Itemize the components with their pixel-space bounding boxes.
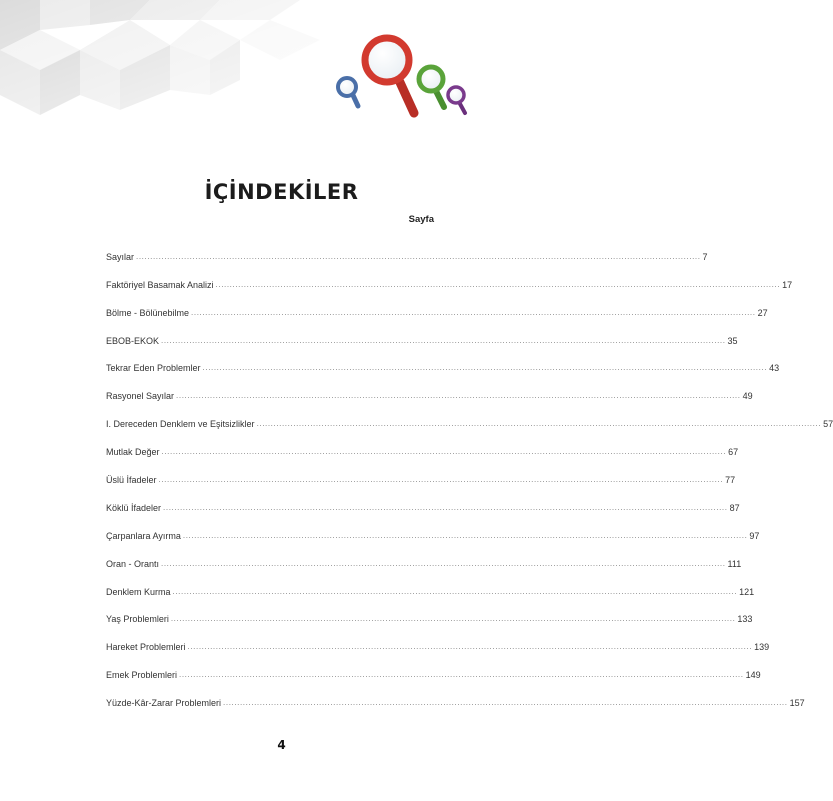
toc-entry-title: Hareket Problemleri [106,642,186,653]
toc-entry-title: Mutlak Değer [106,447,160,458]
toc-entry-title: Yüzde-Kâr-Zarar Problemleri [106,698,222,709]
toc-entry[interactable] [106,290,768,318]
toc-entry-title: Üslü İfadeler [106,475,157,486]
magnifier-purple-icon [448,87,465,113]
toc-entry-page: 27 [757,307,768,318]
toc-entry[interactable] [106,485,740,513]
toc-entry[interactable] [106,457,736,486]
magnifier-red-icon [365,38,414,113]
cube-pattern-decoration [0,0,330,120]
toc-entry[interactable] [106,541,742,569]
toc-entry-page: 157 [789,698,805,709]
toc-entry[interactable] [106,401,833,430]
toc-entry-page: 139 [754,642,770,653]
toc-entry-page: 87 [729,502,740,513]
toc-dot-leader: ........................................................................................................................................................................................................ [170,614,736,624]
toc-dot-leader: ........................................................................................................................................................................................................ [136,251,701,261]
toc-entry-page: 77 [725,475,736,486]
toc-entry-page: 67 [728,447,739,458]
toc-dot-leader: ........................................................................................................................................................................................................ [191,307,756,317]
toc-dot-leader: ........................................................................................................................................................................................................ [179,670,744,680]
toc-entry-page: 97 [749,530,760,541]
toc-dot-leader: ........................................................................................................................................................................................................ [161,558,726,568]
toc-dot-leader: ........................................................................................................................................................................................................ [172,586,738,596]
toc-entry-title: I. Dereceden Denklem ve Eşitsizlikler [106,419,255,430]
toc-entry-page: 149 [745,670,761,681]
toc-entry-title: Oran - Orantı [106,558,160,569]
toc-entry-title: EBOB-EKOK [106,335,160,346]
page-number: 4 [277,738,286,752]
magnifier-logo [328,30,478,125]
toc-dot-leader: ........................................................................................................................................................................................................ [158,475,724,485]
toc-entry[interactable] [106,318,738,346]
toc-entry-title: Rasyonel Sayılar [106,391,175,402]
toc-dot-leader: ........................................................................................................................................................................................................ [202,363,768,373]
toc-entry[interactable] [106,680,805,709]
toc-entry-page: 17 [782,279,793,290]
toc-entry[interactable] [106,346,780,374]
toc-entry-title: Bölme - Bölünebilme [106,307,190,318]
toc-entry[interactable] [106,624,770,653]
toc-entry-title: Faktöriyel Basamak Analizi [106,279,214,290]
toc-entry[interactable] [106,513,760,541]
toc-entry[interactable] [106,262,793,290]
toc-entry-title: Yaş Problemleri [106,614,169,625]
toc-entry-page: 7 [702,251,708,262]
toc-entry[interactable] [106,652,761,681]
magnifier-blue-icon [338,78,358,106]
toc-entry-page: 49 [742,391,753,402]
toc-entry-title: Denklem Kurma [106,586,171,597]
toc-dot-leader: ........................................................................................................................................................................................................ [182,530,748,540]
toc-entry-page: 43 [769,363,780,374]
page-title: İÇİNDEKİLER [204,180,359,204]
toc-entry-title: Tekrar Eden Problemler [106,363,201,374]
toc-dot-leader: ........................................................................................................................................................................................................ [187,642,753,652]
toc-entry-title: Sayılar [106,251,135,262]
toc-entry-title: Köklü İfadeler [106,502,162,513]
toc-entry[interactable] [106,597,753,625]
toc-entry[interactable] [106,373,753,402]
toc-entry-page: 111 [727,558,742,569]
toc-dot-leader: ........................................................................................................................................................................................................ [223,698,788,708]
toc-entry-title: Emek Problemleri [106,670,178,681]
toc-entry-page: 133 [737,614,753,625]
toc-dot-leader: ........................................................................................................................................................................................................ [161,335,726,345]
toc-dot-leader: ........................................................................................................................................................................................................ [215,279,781,289]
toc-dot-leader: ........................................................................................................................................................................................................ [163,502,728,512]
toc-entry-page: 35 [727,335,738,346]
toc-entry-page: 121 [739,586,755,597]
toc-dot-leader: ........................................................................................................................................................................................................ [161,447,727,457]
toc-dot-leader: ........................................................................................................................................................................................................ [256,419,822,429]
page-column-label: Sayfa [408,214,434,225]
table-of-contents [106,234,833,709]
magnifier-green-icon [419,67,444,107]
toc-entry-page: 57 [823,419,833,430]
toc-entry[interactable] [106,569,755,597]
toc-entry-title: Çarpanlara Ayırma [106,530,181,541]
toc-dot-leader: ........................................................................................................................................................................................................ [176,391,741,401]
toc-entry[interactable] [106,234,708,262]
toc-entry[interactable] [106,429,739,458]
